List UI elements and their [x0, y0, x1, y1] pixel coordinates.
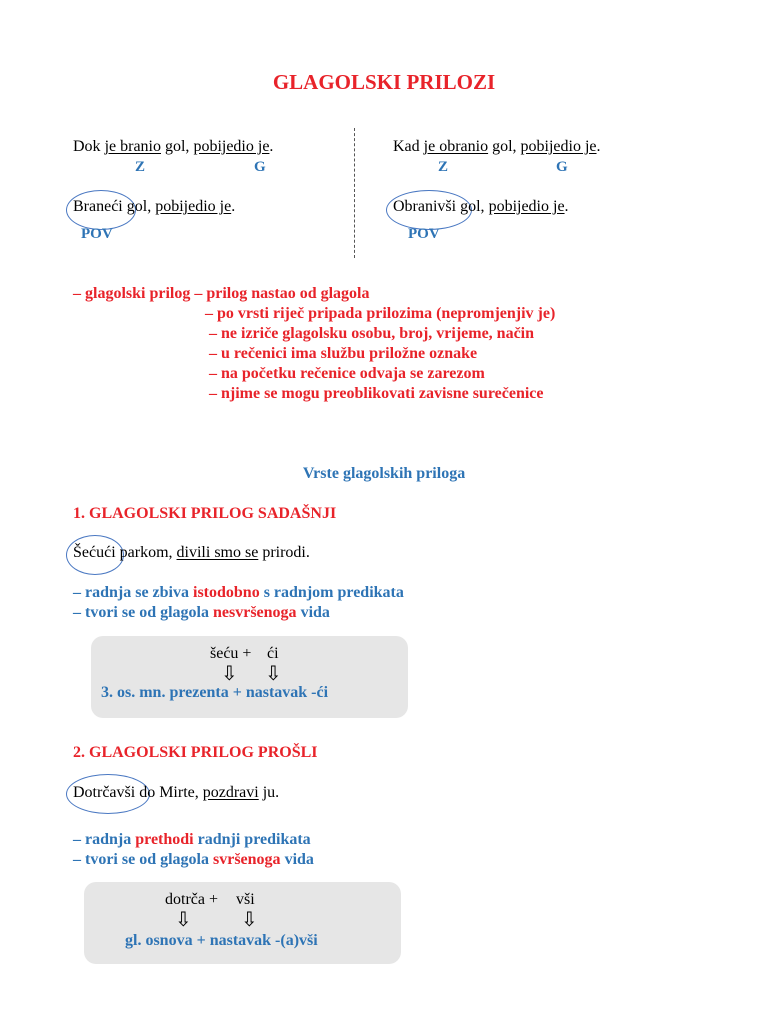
text: .	[269, 138, 274, 155]
rule-line	[73, 584, 404, 602]
text: .	[231, 198, 236, 215]
predicate-underlined: je branio	[104, 138, 161, 155]
down-arrow-icon: ⇩	[221, 661, 238, 685]
right-sentence-1	[393, 138, 601, 156]
predicate-underlined: je obranio	[423, 138, 489, 155]
formula-ending: ći	[267, 645, 279, 662]
text: gol,	[160, 138, 194, 155]
left-sentence-1	[73, 138, 273, 156]
text: Kad	[393, 138, 424, 155]
emphasis: nesvršenoga	[213, 604, 297, 621]
adverb: Šećući	[73, 544, 116, 561]
definition-line: – po vrsti riječ pripada prilozima (nepromjenjiv je)	[205, 305, 556, 322]
emphasis: istodobno	[193, 584, 260, 601]
section-heading-past: 2. GLAGOLSKI PRILOG PROŠLI	[73, 744, 318, 761]
adverb: Dotrčavši	[73, 784, 136, 801]
column-divider	[354, 128, 355, 258]
formula-text: gl. osnova + nastavak -(a)vši	[125, 932, 318, 949]
text: – tvori se od glagola	[73, 851, 213, 868]
rule-line	[73, 851, 314, 869]
emphasis: svršenoga	[213, 851, 281, 868]
formula-ending: vši	[236, 891, 255, 908]
text: gol,	[122, 198, 156, 215]
predicate-underlined: pobijedio je	[193, 138, 270, 155]
predicate-underlined: pobijedio je	[155, 198, 232, 215]
predicate-underlined: divili smo se	[176, 544, 259, 561]
section-heading-present: 1. GLAGOLSKI PRILOG SADAŠNJI	[73, 505, 337, 522]
formula-text: 3. os. mn. prezenta + nastavak -ći	[101, 684, 329, 701]
predicate-underlined: pobijedio je	[520, 138, 597, 155]
left-sentence-2	[73, 198, 235, 216]
text: – radnja se zbiva	[73, 584, 193, 601]
right-sentence-2	[393, 198, 569, 216]
text: .	[564, 198, 569, 215]
label-g-left: G	[254, 159, 266, 175]
definition-line: – njime se mogu preoblikovati zavisne surečenice	[209, 385, 544, 402]
definition-line: – glagolski prilog – prilog nastao od glagola	[73, 285, 370, 302]
down-arrow-icon: ⇩	[241, 907, 258, 931]
adverb: Obranivši	[393, 198, 457, 215]
formula-box-past	[84, 882, 401, 964]
formula-box-present	[91, 636, 408, 718]
label-pov-left: POV	[81, 226, 113, 242]
down-arrow-icon: ⇩	[265, 661, 282, 685]
text: vida	[280, 851, 314, 868]
label-z-left: Z	[135, 159, 146, 175]
adverb: Braneći	[73, 198, 123, 215]
section-subtitle: Vrste glagolskih priloga	[302, 465, 466, 482]
text: Dok	[73, 138, 105, 155]
text: – tvori se od glagola	[73, 604, 213, 621]
text: do Mirte,	[135, 784, 203, 801]
text: – radnja	[73, 831, 136, 848]
label-pov-right: POV	[408, 226, 440, 242]
label-z-right: Z	[438, 159, 449, 175]
text: s radnjom predikata	[259, 584, 404, 601]
text: vida	[296, 604, 330, 621]
formula-stem: šeću +	[210, 645, 252, 662]
definition-line: – na početku rečenice odvaja se zarezom	[209, 365, 485, 382]
rule-line	[73, 831, 311, 849]
text: prirodi.	[258, 544, 310, 561]
label-g-right: G	[556, 159, 568, 175]
predicate-underlined: pobijedio je	[488, 198, 565, 215]
formula-stem: dotrča +	[165, 891, 218, 908]
emphasis: prethodi	[135, 831, 194, 848]
rule-line	[73, 604, 330, 622]
text: .	[596, 138, 601, 155]
text: gol,	[488, 138, 521, 155]
text: radnji predikata	[193, 831, 311, 848]
text: parkom,	[115, 544, 177, 561]
definition-line: – ne izriče glagolsku osobu, broj, vrijeme, način	[209, 325, 535, 342]
example-sentence-past	[73, 784, 279, 802]
predicate-underlined: pozdravi	[202, 784, 259, 801]
example-sentence-present	[73, 544, 310, 562]
definition-line: – u rečenici ima službu priložne oznake	[209, 345, 478, 362]
down-arrow-icon: ⇩	[175, 907, 192, 931]
text: gol,	[456, 198, 489, 215]
page-title: GLAGOLSKI PRILOZI	[272, 70, 496, 94]
text: ju.	[258, 784, 280, 801]
